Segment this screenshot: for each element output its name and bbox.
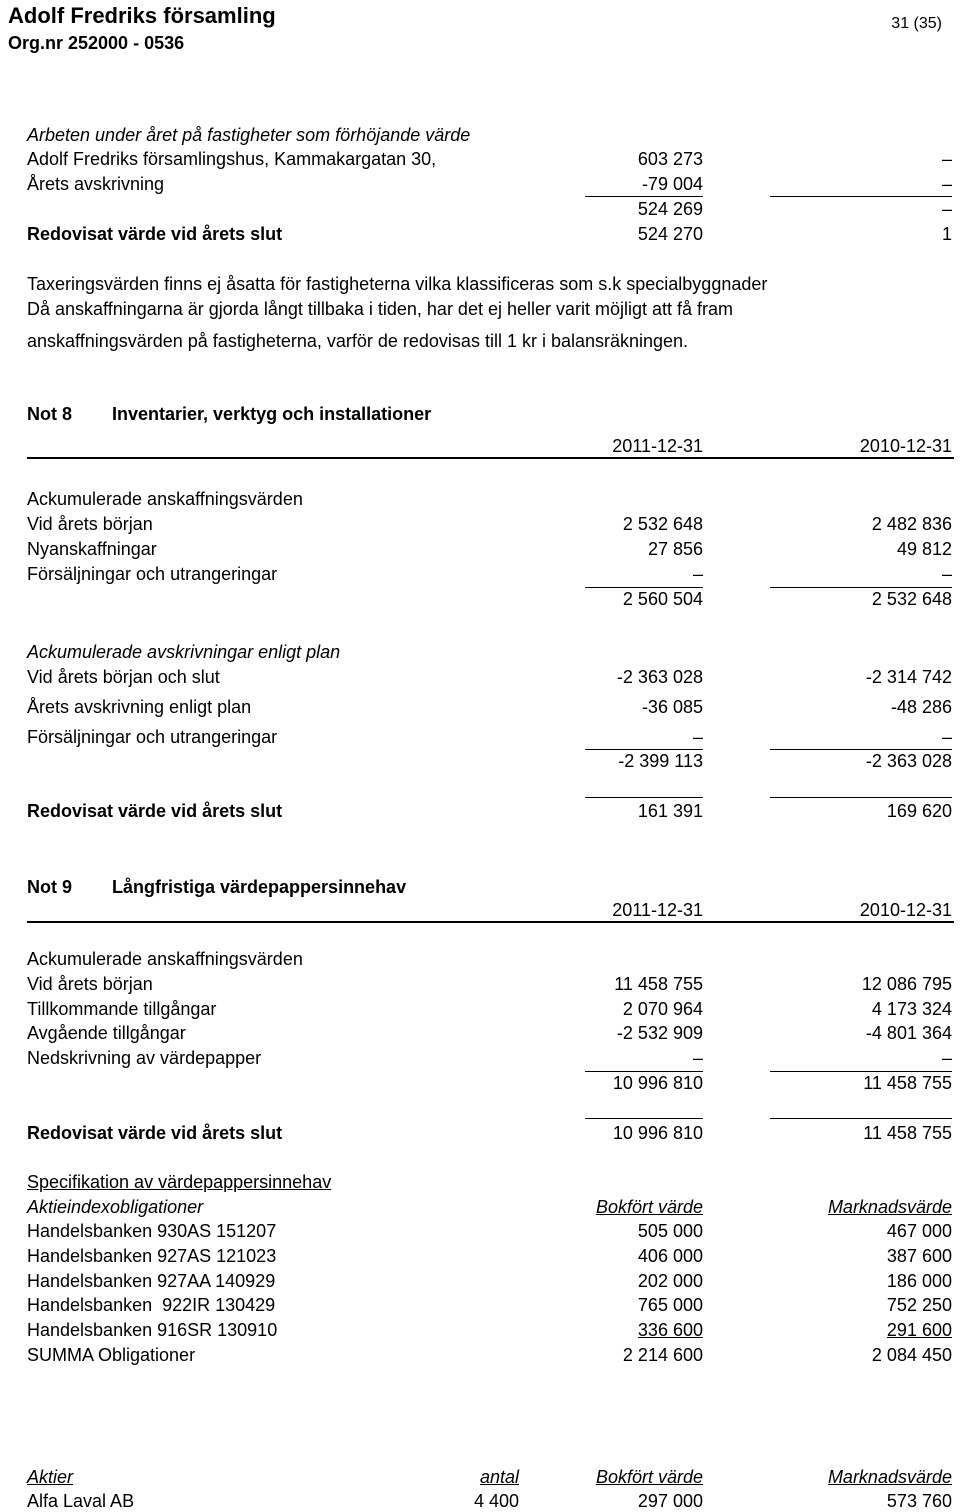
spec-row-bokfort: 765 000 [637,1295,703,1315]
paragraph-line: Taxeringsvärden finns ej åsatta för fastigheterna vilka klassificeras som s.k specialbyggnader [27,274,768,294]
spec-row-marknad: 186 000 [886,1271,952,1291]
sum-line [770,196,952,197]
fastigheter-heading: Arbeten under året på fastigheter som förhöjande värde [27,125,471,145]
row-value-2010: 12 086 795 [861,974,952,994]
sum-line [770,1118,952,1119]
org-number: Org.nr 252000 - 0536 [8,33,185,53]
spec-row-bokfort: 336 600 [637,1320,703,1340]
row-label: Vid årets början [27,974,153,994]
fastighet-row-label: Årets avskrivning [27,174,165,194]
result-label: Redovisat värde vid årets slut [27,1123,283,1143]
row-value-2010: 4 173 324 [871,999,952,1019]
paragraph-line: Då anskaffningarna är gjorda långt tillbaka i tiden, har det ej heller varit möjligt att få fram [27,299,734,319]
row-value-2011: -36 085 [641,697,703,717]
spec-sum-label: SUMMA Obligationer [27,1345,196,1365]
spec-row-label: Handelsbanken 916SR 130910 [27,1320,278,1340]
row-value-2010: – [941,564,952,584]
row-label: Försäljningar och utrangeringar [27,564,278,584]
note-number: Not 8 [27,404,72,424]
row-label: Årets avskrivning enligt plan [27,697,252,717]
org-name: Adolf Fredriks församling [8,3,276,28]
spec-row-marknad: 752 250 [886,1295,952,1315]
column-header: 2011-12-31 [612,900,703,920]
spec-row-bokfort: 202 000 [637,1271,703,1291]
header-rule [27,457,954,459]
aktier-column-name: Aktier [27,1467,74,1487]
fastighet-row-label: Adolf Fredriks församlingshus, Kammakargatan 30, [27,149,437,169]
spec-row-label: Handelsbanken 927AS 121023 [27,1246,277,1266]
paragraph-line: anskaffningsvärden på fastigheterna, varför de redovisas till 1 kr i balansräkningen. [27,331,689,351]
row-value-2010: -2 314 742 [865,667,952,687]
sum-value-2011: -2 399 113 [618,751,703,771]
section-heading: Ackumulerade anskaffningsvärden [27,489,303,509]
row-value-2011: – [692,727,703,747]
aktier-row-bokfort: 297 000 [637,1491,703,1511]
row-label: Tillkommande tillgångar [27,999,217,1019]
fastighet-row-v2: 1 [941,224,952,244]
column-header: 2011-12-31 [612,436,703,456]
sum-value-2011: 2 560 504 [622,589,703,609]
row-value-2010: -4 801 364 [865,1023,952,1043]
sum-line [585,797,703,798]
fastighet-row-v1: -79 004 [641,174,703,194]
spec-row-bokfort: 505 000 [637,1221,703,1241]
result-value-2011: 10 996 810 [612,1123,703,1143]
spec-column-bokfort: Bokfört värde [595,1197,703,1217]
row-value-2011: – [692,564,703,584]
row-value-2010: -48 286 [890,697,952,717]
row-value-2010: – [941,1048,952,1068]
aktier-row-antal: 4 400 [473,1491,519,1511]
row-label: Nyanskaffningar [27,539,157,559]
result-value-2010: 11 458 755 [863,1123,952,1143]
section-heading: Ackumulerade avskrivningar enligt plan [27,642,341,662]
spec-heading: Specifikation av värdepappersinnehav [27,1172,332,1192]
row-value-2010: – [941,727,952,747]
row-value-2011: 2 070 964 [622,999,703,1019]
fastighet-row-v2: – [941,199,952,219]
result-value-2010: 169 620 [886,801,952,821]
result-label: Redovisat värde vid årets slut [27,801,283,821]
note-number: Not 9 [27,877,72,897]
sum-value-2010: 11 458 755 [863,1073,952,1093]
row-value-2010: 49 812 [896,539,952,559]
row-label: Nedskrivning av värdepapper [27,1048,262,1068]
aktier-row-marknad: 573 760 [886,1491,952,1511]
note-title: Inventarier, verktyg och installationer [112,404,432,424]
column-header: 2010-12-31 [859,436,952,456]
sum-line [770,797,952,798]
row-label: Vid årets början och slut [27,667,220,687]
row-value-2011: – [692,1048,703,1068]
spec-row-marknad: 291 600 [886,1320,952,1340]
row-value-2011: -2 532 909 [616,1023,703,1043]
row-label: Avgående tillgångar [27,1023,186,1043]
fastighet-result-label: Redovisat värde vid årets slut [27,224,283,244]
result-value-2011: 161 391 [637,801,703,821]
spec-row-marknad: 387 600 [886,1246,952,1266]
sum-line [585,1118,703,1119]
note-title: Långfristiga värdepappersinnehav [112,877,407,897]
row-value-2011: 11 458 755 [614,974,703,994]
row-value-2010: 2 482 836 [871,514,952,534]
sum-line [585,196,703,197]
sum-value-2010: 2 532 648 [871,589,952,609]
section-heading: Ackumulerade anskaffningsvärden [27,949,303,969]
spec-row-label: Handelsbanken 927AA 140929 [27,1271,276,1291]
row-value-2011: 2 532 648 [622,514,703,534]
aktier-column-antal: antal [479,1467,519,1487]
page-number: 31 (35) [891,15,942,32]
spec-row-label: Handelsbanken 922IR 130429 [27,1295,276,1315]
spec-row-bokfort: 406 000 [637,1246,703,1266]
sum-value-2010: -2 363 028 [865,751,952,771]
sum-value-2011: 10 996 810 [612,1073,703,1093]
row-value-2011: -2 363 028 [616,667,703,687]
aktier-row-label: Alfa Laval AB [27,1491,135,1511]
spec-column-name: Aktieindexobligationer [27,1197,204,1217]
spec-sum-marknad: 2 084 450 [871,1345,952,1365]
header-rule [27,921,954,923]
aktier-column-bokfort: Bokfört värde [595,1467,703,1487]
fastighet-row-v2: – [941,149,952,169]
aktier-column-marknad: Marknadsvärde [827,1467,952,1487]
spec-column-marknad: Marknadsvärde [827,1197,952,1217]
spec-row-label: Handelsbanken 930AS 151207 [27,1221,277,1241]
spec-row-marknad: 467 000 [886,1221,952,1241]
fastighet-row-v2: – [941,174,952,194]
fastighet-row-v1: 524 270 [637,224,703,244]
row-label: Försäljningar och utrangeringar [27,727,278,747]
column-header: 2010-12-31 [859,900,952,920]
spec-sum-bokfort: 2 214 600 [622,1345,703,1365]
row-label: Vid årets början [27,514,153,534]
row-value-2011: 27 856 [647,539,703,559]
fastighet-row-v1: 524 269 [637,199,703,219]
fastighet-row-v1: 603 273 [637,149,703,169]
